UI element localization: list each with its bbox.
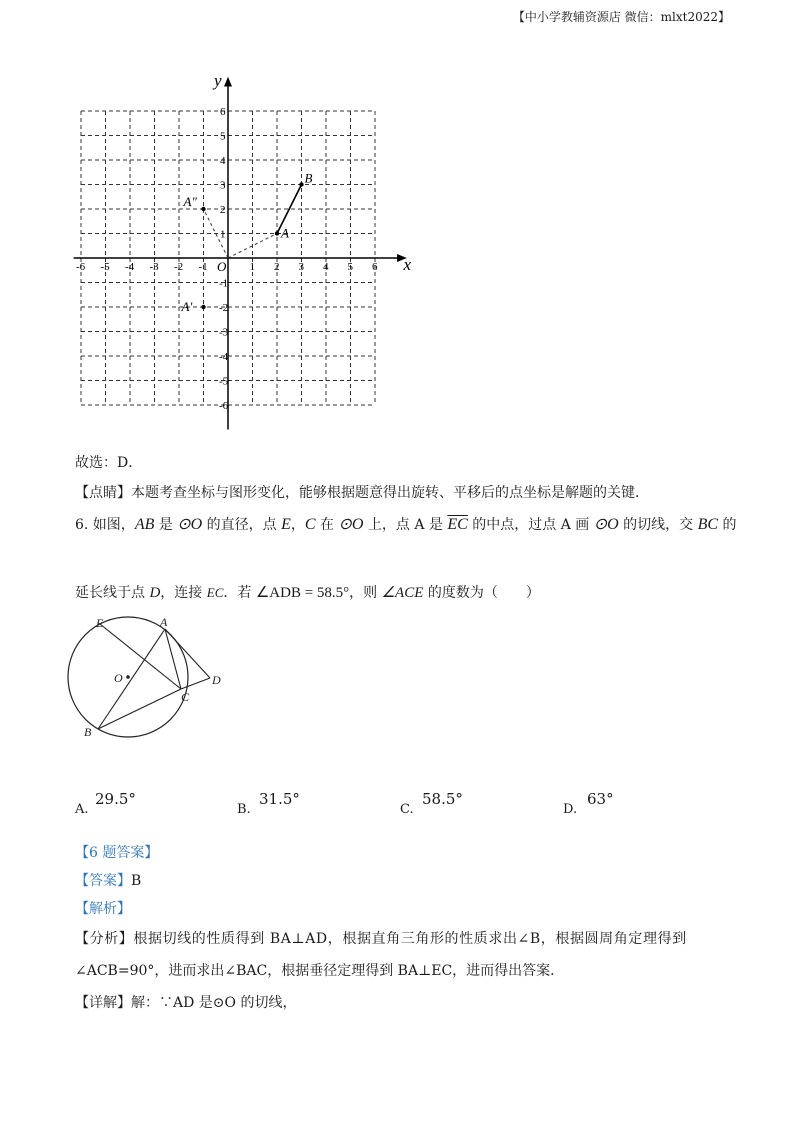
y-tick-label: -5 xyxy=(219,375,229,388)
answer-row xyxy=(75,870,141,890)
x-tick-label: 3 xyxy=(298,261,304,273)
y-axis-arrow xyxy=(224,77,232,87)
question-line-1 xyxy=(75,514,737,534)
point-label: A xyxy=(281,225,289,241)
q-text: 上，点 A 是 xyxy=(363,517,448,533)
option-value: 31.5° xyxy=(259,790,300,808)
math-circle-o: ⊙O xyxy=(177,516,203,533)
center-dot xyxy=(126,675,130,679)
coordinate-grid-figure xyxy=(60,60,420,445)
point-marker xyxy=(201,207,205,211)
y-tick-label: 4 xyxy=(220,155,226,167)
x-tick-label: -6 xyxy=(76,261,86,273)
y-tick-label: -6 xyxy=(219,400,229,412)
math-arc-ec: $\overline{EC}$ xyxy=(447,516,468,533)
math-d: D xyxy=(149,585,161,601)
x-tick-label: 2 xyxy=(274,261,280,273)
point-label: A″ xyxy=(183,194,197,209)
x-tick-label: 5 xyxy=(347,261,353,273)
q-text: 是 xyxy=(154,517,178,533)
x-tick-label: -5 xyxy=(100,261,110,273)
point-label: B xyxy=(304,170,313,186)
segment-bc xyxy=(98,689,181,729)
option-value: 63° xyxy=(587,790,614,808)
y-tick-label: -2 xyxy=(219,302,229,314)
x-tick-label: -4 xyxy=(125,261,135,273)
point-marker xyxy=(299,182,303,186)
y-axis-label: y xyxy=(214,71,222,91)
x-tick-label: 4 xyxy=(323,261,329,273)
origin-label: O xyxy=(217,259,227,274)
y-tick-label: 1 xyxy=(220,228,226,241)
q-text: 的切线，交 xyxy=(618,517,698,533)
y-tick-label: 5 xyxy=(220,130,226,143)
point-marker xyxy=(201,305,205,309)
y-tick-label: -1 xyxy=(219,277,229,290)
answer-label: 【答案】 xyxy=(75,873,131,889)
q-text: 的 xyxy=(718,517,737,533)
tick-labels xyxy=(76,106,378,412)
label-o: O xyxy=(114,671,123,685)
q-text: ，连接 xyxy=(160,585,207,601)
question-line-2 xyxy=(75,582,540,602)
y-tick-label: -3 xyxy=(219,326,229,339)
x-tick-label: -1 xyxy=(198,261,208,273)
x-tick-label: 1 xyxy=(249,261,255,273)
label-c: C xyxy=(181,690,190,704)
source-tag: 【中小学教辅资源店 微信：mlxt2022】 xyxy=(512,10,730,24)
label-a: A xyxy=(160,615,168,629)
math-angle-adb: ∠ADB = 58.5° xyxy=(255,585,350,601)
segment-cd xyxy=(181,678,210,689)
circle-geometry-figure xyxy=(60,612,240,747)
math-ab: AB xyxy=(134,516,155,533)
answer-value: B xyxy=(131,873,142,889)
option-letter: B. xyxy=(237,802,251,817)
option-letter: C. xyxy=(400,802,414,817)
y-tick-label: 3 xyxy=(220,179,226,192)
analysis-title: 【解析】 xyxy=(75,901,131,917)
option-value: 29.5° xyxy=(95,790,136,808)
analysis-paragraph-1: 【分析】根据切线的性质得到 BA⊥AD，根据直角三角形的性质求出∠B，根据圆周角定理得到 xyxy=(75,931,687,947)
q-text: 延长线于点 xyxy=(75,585,150,601)
math-circle-o: ⊙O xyxy=(338,516,364,533)
axes xyxy=(74,77,407,430)
y-tick-label: 6 xyxy=(220,106,226,118)
q-text: 在 xyxy=(315,517,339,533)
q-text: ， xyxy=(290,517,305,533)
math-circle-o: ⊙O xyxy=(593,516,619,533)
label-d: D xyxy=(212,673,221,687)
q-text: 的度数为（ ） xyxy=(423,585,540,601)
option-letter: A. xyxy=(75,802,89,817)
q-text: 的中点，过点 A 画 xyxy=(467,517,594,533)
label-e: E xyxy=(96,616,104,630)
math-ec: EC xyxy=(206,585,224,600)
math-bc: BC xyxy=(697,516,719,533)
comment-line: 【点睛】本题考查坐标与图形变化，能够根据题意得出旋转、平移后的点坐标是解题的关键． xyxy=(75,485,649,501)
q-text: ．若 xyxy=(223,585,256,601)
detail-line: 【详解】解：∵AD 是⊙O 的切线， xyxy=(75,995,297,1011)
option-value: 58.5° xyxy=(422,790,463,808)
points-layer xyxy=(181,171,313,315)
q-num: 6. 如图， xyxy=(75,517,135,533)
segment-ab xyxy=(98,629,165,729)
q-text: ，则 xyxy=(349,585,382,601)
x-axis-label: x xyxy=(403,255,412,274)
math-e: E xyxy=(281,516,291,533)
solution-title: 【6 题答案】 xyxy=(75,845,159,861)
y-tick-label: 2 xyxy=(220,204,226,216)
label-b: B xyxy=(84,725,92,739)
q-text: 的直径，点 xyxy=(202,517,282,533)
point-label: A′ xyxy=(181,299,193,314)
point-marker xyxy=(275,231,279,235)
answer-line: 故选：D． xyxy=(75,455,143,471)
x-tick-label: -2 xyxy=(174,261,184,273)
x-tick-label: -3 xyxy=(149,261,159,273)
y-tick-label: -4 xyxy=(219,351,229,363)
x-tick-label: 6 xyxy=(372,261,378,273)
analysis-paragraph-2: ∠ACB=90°，进而求出∠BAC，根据垂径定理得到 BA⊥EC，进而得出答案． xyxy=(75,963,565,979)
option-letter: D. xyxy=(563,802,578,817)
math-angle-ace: ∠ACE xyxy=(381,585,424,601)
math-c: C xyxy=(304,516,316,533)
